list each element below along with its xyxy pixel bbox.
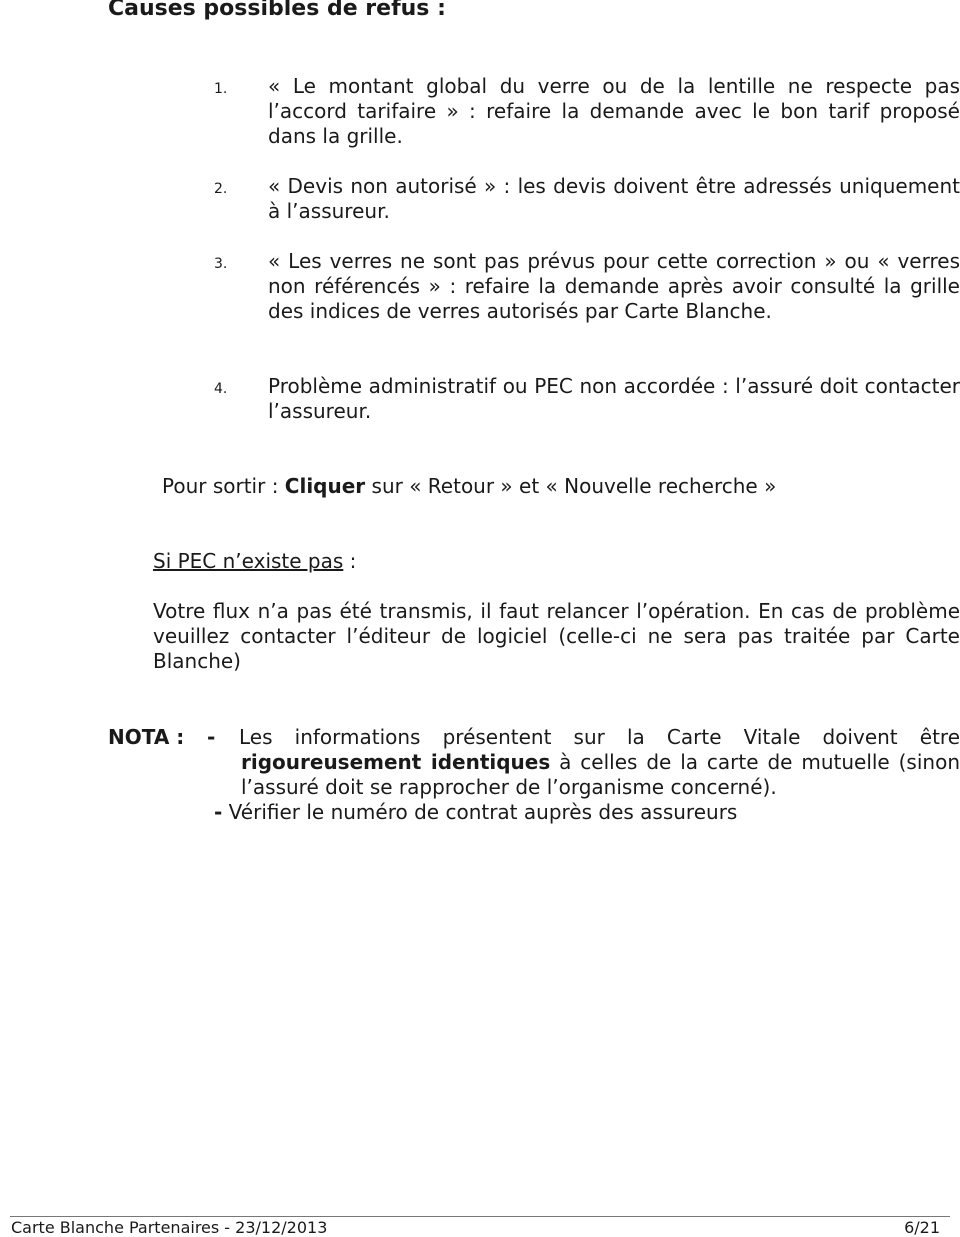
nota-continuation	[241, 750, 960, 800]
pec-missing-title-text: Si PEC n’existe pas	[153, 549, 344, 573]
nota-second-dash: -	[214, 800, 223, 824]
list-item-text: « Les verres ne sont pas prévus pour cette correction » ou « verres non référencés » : refaire la demande après avoir consulté la grille des indices de verres autorisés par Carte Blanche.	[268, 249, 960, 323]
list-item-number: 4.	[214, 381, 228, 397]
list-item-number: 1.	[214, 81, 228, 97]
exit-action: Cliquer	[284, 474, 366, 498]
pec-missing-title-suffix: :	[343, 549, 357, 573]
nota-second-text: Vérifier le numéro de contrat auprès des assureurs	[222, 800, 738, 824]
exit-prefix: Pour sortir :	[162, 474, 285, 498]
footer-document-info: Carte Blanche Partenaires - 23/12/2013	[11, 1218, 328, 1237]
nota-dash: -	[207, 725, 216, 749]
exit-instruction	[162, 474, 776, 499]
exit-suffix: sur « Retour » et « Nouvelle recherche »	[365, 474, 777, 498]
list-item-text: « Devis non autorisé » : les devis doivent être adressés uniquement à l’assureur.	[268, 174, 960, 223]
nota-label: NOTA :	[108, 725, 185, 749]
nota-first-line: Les informations présentent sur la Carte Vitale doivent être	[239, 725, 960, 749]
nota-continuation-text: à celles de la carte de mutuelle (sinon l’assuré doit se rapprocher de l’organisme concerné).	[241, 750, 960, 799]
pec-missing-body: Votre flux n’a pas été transmis, il faut relancer l’opération. En cas de problème veuillez contacter l’éditeur de logiciel (celle-ci ne sera pas traitée par Carte Blanche)	[153, 599, 960, 673]
nota-emphasis: rigoureusement identiques	[241, 750, 551, 774]
list-item-number: 3.	[214, 256, 228, 272]
pec-missing-title	[153, 549, 356, 574]
page-heading: Causes possibles de refus :	[108, 0, 446, 21]
list-item-text: Problème administratif ou PEC non accordée : l’assuré doit contacter l’assureur.	[268, 374, 960, 423]
list-item-text: « Le montant global du verre ou de la lentille ne respecte pas l’accord tarifaire » : refaire la demande avec le bon tarif proposé dans la grille.	[268, 74, 960, 148]
footer-divider	[10, 1216, 950, 1217]
list-item-number: 2.	[214, 181, 228, 197]
footer-page-number: 6/21	[904, 1218, 940, 1237]
nota-second-item	[214, 800, 737, 825]
